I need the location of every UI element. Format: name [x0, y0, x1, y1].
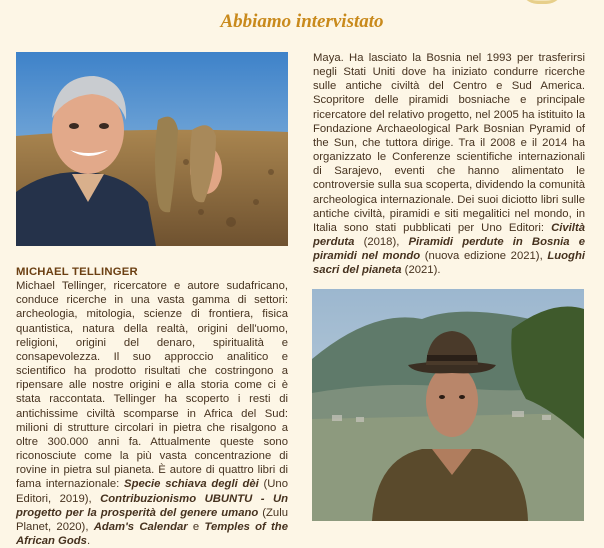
book-title: Temples of the African Gods	[16, 520, 288, 547]
section-title: Abbiamo intervistato	[220, 11, 384, 32]
hat-man-photo	[312, 289, 584, 521]
book-title: Civiltà perduta	[313, 221, 585, 249]
bio-text: e	[187, 520, 205, 533]
bio-text: (Zulu Planet, 2020),	[16, 506, 288, 533]
left-column	[16, 265, 288, 548]
header-ornament	[520, 0, 564, 4]
bio-text: .	[86, 534, 91, 547]
bio-text: (2021).	[401, 264, 441, 277]
book-title: Adam's Calendar	[93, 520, 188, 533]
right-column	[313, 51, 585, 278]
osmanagich-bio	[313, 51, 585, 278]
bio-text: Maya. Ha lasciato la Bosnia nel 1993 per trasferirsi negli Stati Uniti dove ha iniziato condurre ricerche sulle antiche civiltà del Centro e Sud America. Scopritore delle piramidi bosniache e principale ricercatore del relativo progetto, nel 2005 ha istituito la Fondazione Archaeological Park Bosnian Pyramid of the Sun, che tuttora dirige. Tra il 2008 e il 2014 ha organizzato le Conferenze scientifiche internazionali di Sarajevo, eventi che hanno alimentato le controversie sulla sua scoperta, dividendo la comunità archeologica internazionale. Dei suoi diciotto libri sulle antiche civiltà, piramidi e siti megalitici nel mondo, in Italia sono stati pubblicati per Uno Editori:	[313, 52, 585, 234]
person-name: MICHAEL TELLINGER	[16, 266, 138, 278]
book-title: Specie schiava degli dèi	[124, 478, 259, 491]
bio-text: Michael Tellinger, ricercatore e autore sudafricano, conduce ricerche in una vasta gamma di settori: archeologia, mitologia, scienze di frontiera, fisica quantistica, natura della realtà, origini dell'uomo, religioni, origini del denaro, spiritualità e consapevolezza. Il suo approccio analitico e scientifico ha prodotto risultati che costringono a ripensare alle nostre origini e alla storia come ci è stata raccontata. Tellinger ha scoperto i resti di antichissime civiltà scomparse in Africa del Sud: milioni di strutture circolari in pietra che risalgono a oltre 300.000 anni fa. Attualmente queste sono riconosciute come la più vasta concentrazione di rovine in pietra sul pianeta. È autore di quattro libri di fama internazionale:	[16, 280, 288, 491]
book-title: Piramidi perdute in Bosnia e piramidi nel mondo	[313, 236, 585, 263]
book-title: Luoghi sacri del pianeta	[313, 250, 585, 277]
tellinger-bio	[16, 279, 288, 548]
bio-text: (Uno Editori, 2019),	[16, 478, 288, 505]
bio-text: (2018),	[354, 236, 409, 249]
bio-text: (nuova edizione 2021),	[420, 250, 548, 263]
book-title: Contribuzionismo UBUNTU - Un progetto per la prosperità del genere umano	[16, 492, 288, 519]
tellinger-photo	[16, 52, 288, 246]
